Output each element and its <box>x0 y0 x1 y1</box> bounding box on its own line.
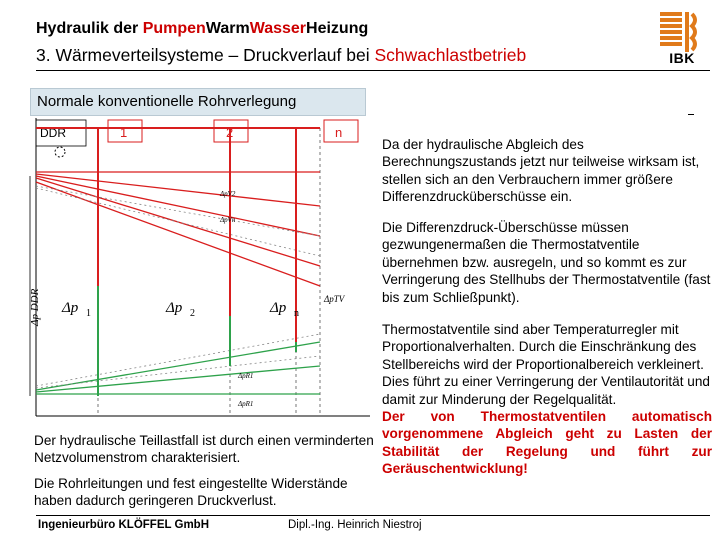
ddr-valve-icon <box>55 147 65 157</box>
ddr-label: DDR <box>40 126 66 140</box>
page-title: Hydraulik der PumpenWarmWasserHeizung <box>36 20 369 37</box>
pressure-diagram <box>24 116 372 422</box>
footer-company: Ingenieurbüro KLÖFFEL GmbH <box>38 519 210 531</box>
return-pressure-lines <box>36 342 320 394</box>
dpn-label: Δp <box>270 300 287 316</box>
right-paragraph-2: Die Differenzdruck-Überschüsse müssen gezwungenermaßen die Thermostatventile übernehmen bzw. ausregeln, und so kommt es zur Verringerung des Stellhubs der Thermostatventile (fast bis zum Schließpunkt). <box>382 220 711 305</box>
corner-tick <box>688 114 694 115</box>
footer-divider <box>36 515 710 516</box>
logo-text: IBK <box>669 50 695 66</box>
annot-dpr1-b: ΔpR1 <box>238 400 254 408</box>
dp1-label: Δp <box>62 300 79 316</box>
right-paragraph-3-warning: Der von Thermostatventilen automatisch vorgenommene Abgleich geht zu Lasten der Stabilität der Regelung und führt zur Geräuschentwicklung! <box>382 409 712 477</box>
left-paragraph-1: Der hydraulische Teillastfall ist durch einen verminderten Netzvolumenstrom charakterisiert. <box>34 433 374 466</box>
right-paragraph-3 <box>382 321 712 478</box>
partial-load-lines <box>36 186 320 388</box>
footer-author: Dipl.-Ing. Heinrich Niestroj <box>288 519 422 531</box>
page-subtitle: 3. Wärmeverteilsysteme – Druckverlauf bei Schwachlastbetrieb <box>36 45 527 65</box>
dp-tv-label: ΔpTV <box>324 294 345 304</box>
header-divider <box>36 70 710 71</box>
section-banner <box>30 88 366 116</box>
guide-lines <box>98 128 320 416</box>
left-paragraph-2: Die Rohrleitungen und fest eingestellte Widerstände haben dadurch geringeren Druckverlust. <box>34 476 348 509</box>
right-paragraph-1: Da der hydraulische Abgleich des Berechnungszustands jetzt nur teilweise wirksam ist, stellen sich an den Verbrauchern immer größere Differenzdrucküberschüsse ein. <box>382 137 700 205</box>
banner-label: Normale konventionelle Rohrverlegung <box>37 93 297 110</box>
annot-dpr1-a: ΔpR1 <box>238 372 254 380</box>
dp2-index: 2 <box>190 308 195 319</box>
annot-dpv2: ΔpV2 <box>220 190 236 198</box>
dp2-label: Δp <box>166 300 183 316</box>
supply-pressure-lines <box>36 172 320 286</box>
consumer-label-1: 1 <box>120 125 128 140</box>
dpn-index: n <box>294 308 299 319</box>
annot-dpvn: ΔpVn <box>220 216 236 224</box>
consumer-label-2: 2 <box>226 125 234 140</box>
dp-ddr-label: Δp DDR <box>29 288 41 326</box>
right-paragraph-3-body: Thermostatventile sind aber Temperaturregler mit Proportionalverhalten. Durch die Einschränkung des Stellbereichs wird der Proportionalbereich verkleinert. Dies führt zu einer Verringerung der Ventilautorität und damit zur Minderung der Regelqualität. <box>382 322 710 407</box>
consumer-label-n: n <box>335 125 343 140</box>
dp1-index: 1 <box>86 308 91 319</box>
